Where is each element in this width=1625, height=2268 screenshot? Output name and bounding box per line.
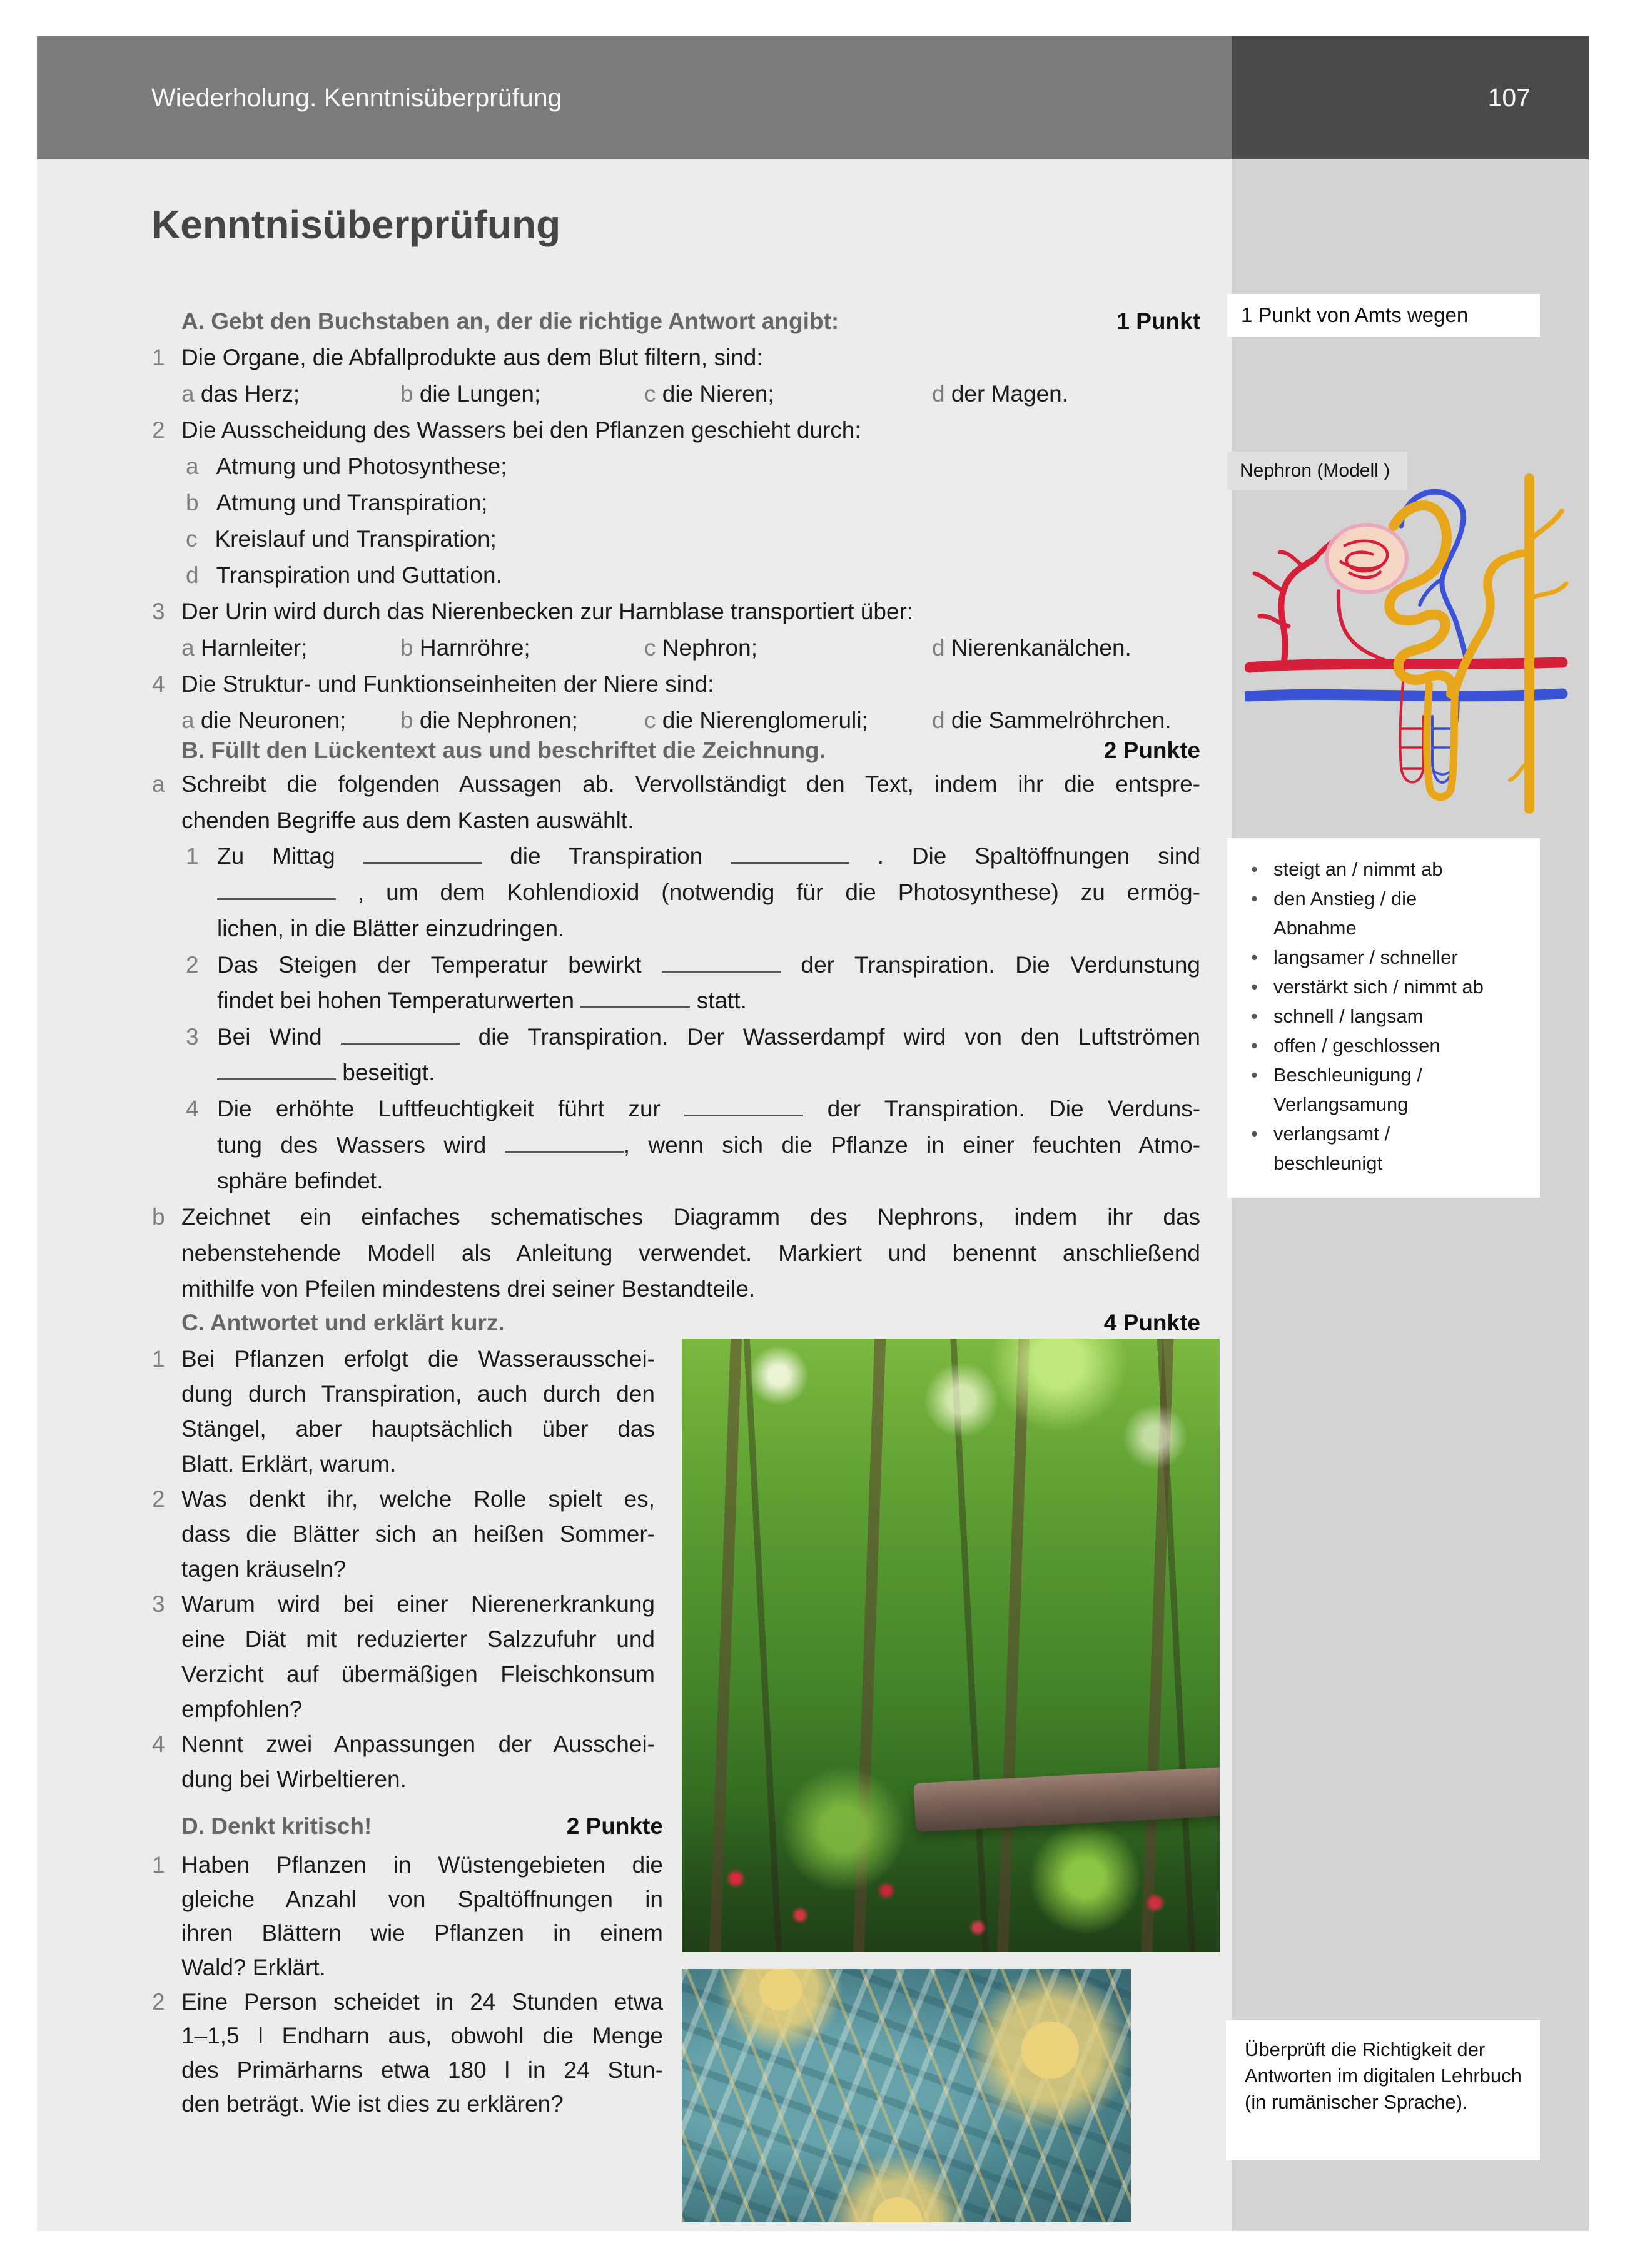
question-line: Wald? Erklärt. [181,1955,326,1980]
word-bank-text: Beschleunigung / [1273,1064,1422,1086]
option-letter: c [644,635,656,661]
question-line: Was denkt ihr, welche Rolle spielt es, [181,1486,655,1512]
option-text: Nierenkanälchen. [951,635,1131,661]
word-bank-text: steigt an / nimmt ab [1273,858,1443,880]
option-text: das Herz; [200,381,300,407]
gap-text: statt. [696,988,747,1013]
option-letter: a [186,453,199,479]
digital-textbook-note: Überprüft die Richtigkeit der Antworten im digitalen Lehrbuch (in rumänischer Sprache). [1226,2020,1540,2160]
option-letter: c [644,381,656,407]
option [400,634,530,662]
option-text: der Magen. [951,381,1069,407]
nephron-model-image [1245,466,1570,816]
gap-fill-line [217,842,1200,871]
option-text: Nephron; [662,635,757,661]
question-line: des Primärharns etwa 180 l in 24 Stun- [181,2057,663,2083]
option-letter: a [181,381,195,407]
option [181,634,308,662]
section-b-heading: B. Füllt den Lückentext aus und beschriftet die Zeichnung. [181,737,826,763]
gap-text: die Transpiration [510,843,703,869]
question-number: 1 [152,345,165,370]
section-b-points: 2 Punkte [1103,737,1200,763]
section-a-heading-row [181,307,1200,336]
option [932,380,1068,408]
gap-text: Zu Mittag [217,843,335,869]
option [400,706,578,735]
word-bank-text: langsamer / schneller [1273,946,1458,968]
question-line: ihren Blättern wie Pflanzen in einem [181,1920,663,1946]
word-bank-item [1246,1060,1527,1119]
option-text: die Sammelröhrchen. [951,707,1172,733]
item-letter: b [152,1204,165,1230]
question-text: Die Ausscheidung des Wassers bei den Pflanzen geschieht durch: [181,417,861,443]
question-number: 2 [152,1989,165,2015]
word-bank-item [1246,854,1527,884]
gap-fill-line [217,951,1200,980]
option-text: Atmung und Transpiration; [216,490,488,515]
question-line: Warum wird bei einer Nierenerkrankung [181,1591,655,1617]
option [186,489,488,517]
page-title: Kenntnisüberprüfung [151,202,561,247]
question-text: Der Urin wird durch das Nierenbecken zur Harnblase transportiert über: [181,599,914,624]
gap-text: tung des Wassers wird [217,1132,487,1158]
option-text: die Nephronen; [419,707,578,733]
question-line: dung bei Wirbeltieren. [181,1766,407,1792]
word-bank-item [1246,1119,1527,1178]
word-bank-item [1246,943,1527,972]
question-number: 3 [152,1591,165,1617]
blank-field [217,879,336,900]
question-number: 2 [152,417,165,443]
option-letter: d [932,707,945,733]
gap-fill-line [217,986,747,1015]
gap-text: Die erhöhte Luftfeuchtigkeit führt zur [217,1096,661,1121]
gap-fill-line [217,1131,1200,1160]
option [186,452,507,481]
nephron-model-label: Nephron (Modell ) [1227,452,1407,490]
question-number: 1 [152,1346,165,1372]
gap-text: der Transpiration. Die Verduns- [827,1096,1201,1121]
question-number: 4 [152,671,165,697]
question-line: Haben Pflanzen in Wüstengebieten die [181,1852,663,1878]
option-letter: c [644,707,656,733]
word-bank-item [1246,972,1527,1001]
question-number: 2 [152,1486,165,1512]
question-line: empfohlen? [181,1696,303,1722]
question-number: 3 [152,599,165,624]
word-bank-box [1227,838,1540,1198]
question-text: Die Struktur- und Funktionseinheiten der Niere sind: [181,671,714,697]
gap-text: . Die Spaltöffnungen sind [877,843,1201,869]
option-text: die Neuronen; [200,707,347,733]
cactus-photo [682,1969,1131,2222]
word-bank-item [1246,1001,1527,1031]
blank-field [341,1024,460,1045]
gap-fill-line: lichen, in die Blätter einzudringen. [217,916,565,941]
gap-text: , um dem Kohlendioxid (notwendig für die Photosynthese) zu ermög- [357,879,1200,905]
word-bank-text: Verlangsamung [1273,1093,1409,1115]
option-letter: b [186,490,199,515]
option-letter: b [400,381,413,407]
paragraph-line: nebenstehende Modell als Anleitung verwendet. Markiert und benennt anschließend [181,1240,1200,1266]
official-point-box: 1 Punkt von Amts wegen [1227,294,1540,337]
question-line: dass die Blätter sich an heißen Sommer- [181,1521,655,1547]
fallen-log [913,1767,1220,1832]
forest-photo [682,1339,1220,1952]
question-line: tagen kräuseln? [181,1556,347,1582]
gap-text: die Transpiration. Der Wasserdampf wird von den Luftströmen [478,1024,1200,1050]
option-letter: a [181,707,195,733]
section-b-heading-row [181,736,1200,765]
option [932,706,1172,735]
gap-fill-line [217,878,1200,907]
gap-fill-line: sphäre befindet. [217,1168,383,1193]
word-bank-text: beschleunigt [1273,1152,1383,1174]
section-c-points: 4 Punkte [1103,1310,1200,1335]
question-text: Die Organe, die Abfallprodukte aus dem Blut filtern, sind: [181,345,763,370]
blank-field [217,1060,336,1080]
option-text: die Nieren; [662,381,774,407]
section-d-heading: D. Denkt kritisch! [181,1813,372,1839]
option [181,706,346,735]
item-number: 4 [186,1096,199,1121]
gap-fill-line [217,1023,1200,1051]
section-a-heading: A. Gebt den Buchstaben an, der die richtige Antwort angibt: [181,308,839,334]
blank-field [662,952,781,973]
option-text: Harnröhre; [419,635,530,661]
word-bank-text: verstärkt sich / nimmt ab [1273,976,1484,998]
question-line: den beträgt. Wie ist dies zu erklären? [181,2091,564,2117]
gap-text: beseitigt. [342,1060,435,1085]
option-text: die Nierenglomeruli; [662,707,868,733]
section-a-points: 1 Punkt [1116,308,1200,334]
word-bank-text: Abnahme [1273,917,1357,939]
option-letter: d [186,562,199,588]
question-line: Nennt zwei Anpassungen der Ausschei- [181,1731,655,1757]
paragraph-line: Zeichnet ein einfaches schematisches Diagramm des Nephrons, indem ihr das [181,1204,1200,1230]
blank-field [731,843,849,864]
section-c-heading: C. Antwortet und erklärt kurz. [181,1310,505,1335]
option [400,380,540,408]
section-c-heading-row [181,1309,1200,1337]
option-text: Harnleiter; [200,635,308,661]
blank-field [684,1096,803,1116]
question-number: 4 [152,1731,165,1757]
option [644,634,757,662]
question-line: 1–1,5 l Endharn aus, obwohl die Menge [181,2023,663,2048]
gap-fill-line [217,1095,1200,1123]
gap-text: der Transpiration. Die Verdunstung [801,952,1200,978]
paragraph-line: Schreibt die folgenden Aussagen ab. Vervollständigt den Text, indem ihr die entspre- [181,771,1200,797]
option [186,561,502,590]
paragraph-line: chenden Begriffe aus dem Kasten auswählt. [181,807,634,833]
option [181,380,300,408]
item-number: 3 [186,1024,199,1050]
word-bank-text: den Anstieg / die [1273,888,1417,909]
item-letter: a [152,771,165,797]
option-letter: b [400,635,413,661]
word-bank-item [1246,1031,1527,1060]
blank-field [580,988,690,1008]
section-d-points: 2 Punkte [566,1813,663,1839]
option-letter: d [932,381,945,407]
option [644,706,868,735]
option [644,380,774,408]
question-line: dung durch Transpiration, auch durch den [181,1381,655,1407]
gap-fill-line [217,1058,435,1087]
option-text: die Lungen; [419,381,541,407]
gap-text: Das Steigen der Temperatur bewirkt [217,952,642,978]
option-letter: d [932,635,945,661]
question-line: Eine Person scheidet in 24 Stunden etwa [181,1989,663,2015]
option-text: Atmung und Photosynthese; [216,453,507,479]
item-number: 1 [186,843,199,869]
option-letter: a [181,635,195,661]
blank-field [505,1132,624,1153]
question-line: Verzicht auf übermäßigen Fleischkonsum [181,1661,655,1687]
option [932,634,1131,662]
question-line: gleiche Anzahl von Spaltöffnungen in [181,1886,663,1912]
option-text: Kreislauf und Transpiration; [215,526,497,552]
word-bank-text: verlangsamt / [1273,1123,1390,1145]
word-bank-text: schnell / langsam [1273,1005,1424,1027]
breadcrumb: Wiederholung. Kenntnisüberprüfung [151,83,562,112]
gap-text: , wenn sich die Pflanze in einer feuchten Atmo- [623,1132,1200,1158]
section-d-heading-row [181,1812,663,1841]
question-line: Stängel, aber hauptsächlich über das [181,1416,655,1442]
gap-text: findet bei hohen Temperaturwerten [217,988,575,1013]
paragraph-line: mithilfe von Pfeilen mindestens drei seiner Bestandteile. [181,1276,756,1302]
question-line: eine Diät mit reduzierter Salzzufuhr und [181,1626,655,1652]
word-bank-item [1246,884,1527,943]
option-letter: c [186,526,198,552]
question-line: Bei Pflanzen erfolgt die Wasserausschei- [181,1346,655,1372]
gap-text: Bei Wind [217,1024,322,1050]
question-number: 1 [152,1852,165,1878]
item-number: 2 [186,952,199,978]
word-bank-list [1246,854,1527,1178]
question-line: Blatt. Erklärt, warum. [181,1451,397,1477]
option [186,525,497,554]
option-letter: b [400,707,413,733]
option-text: Transpiration und Guttation. [216,562,502,588]
blank-field [363,843,482,864]
page-number: 107 [1487,83,1531,112]
word-bank-text: offen / geschlossen [1273,1035,1440,1056]
